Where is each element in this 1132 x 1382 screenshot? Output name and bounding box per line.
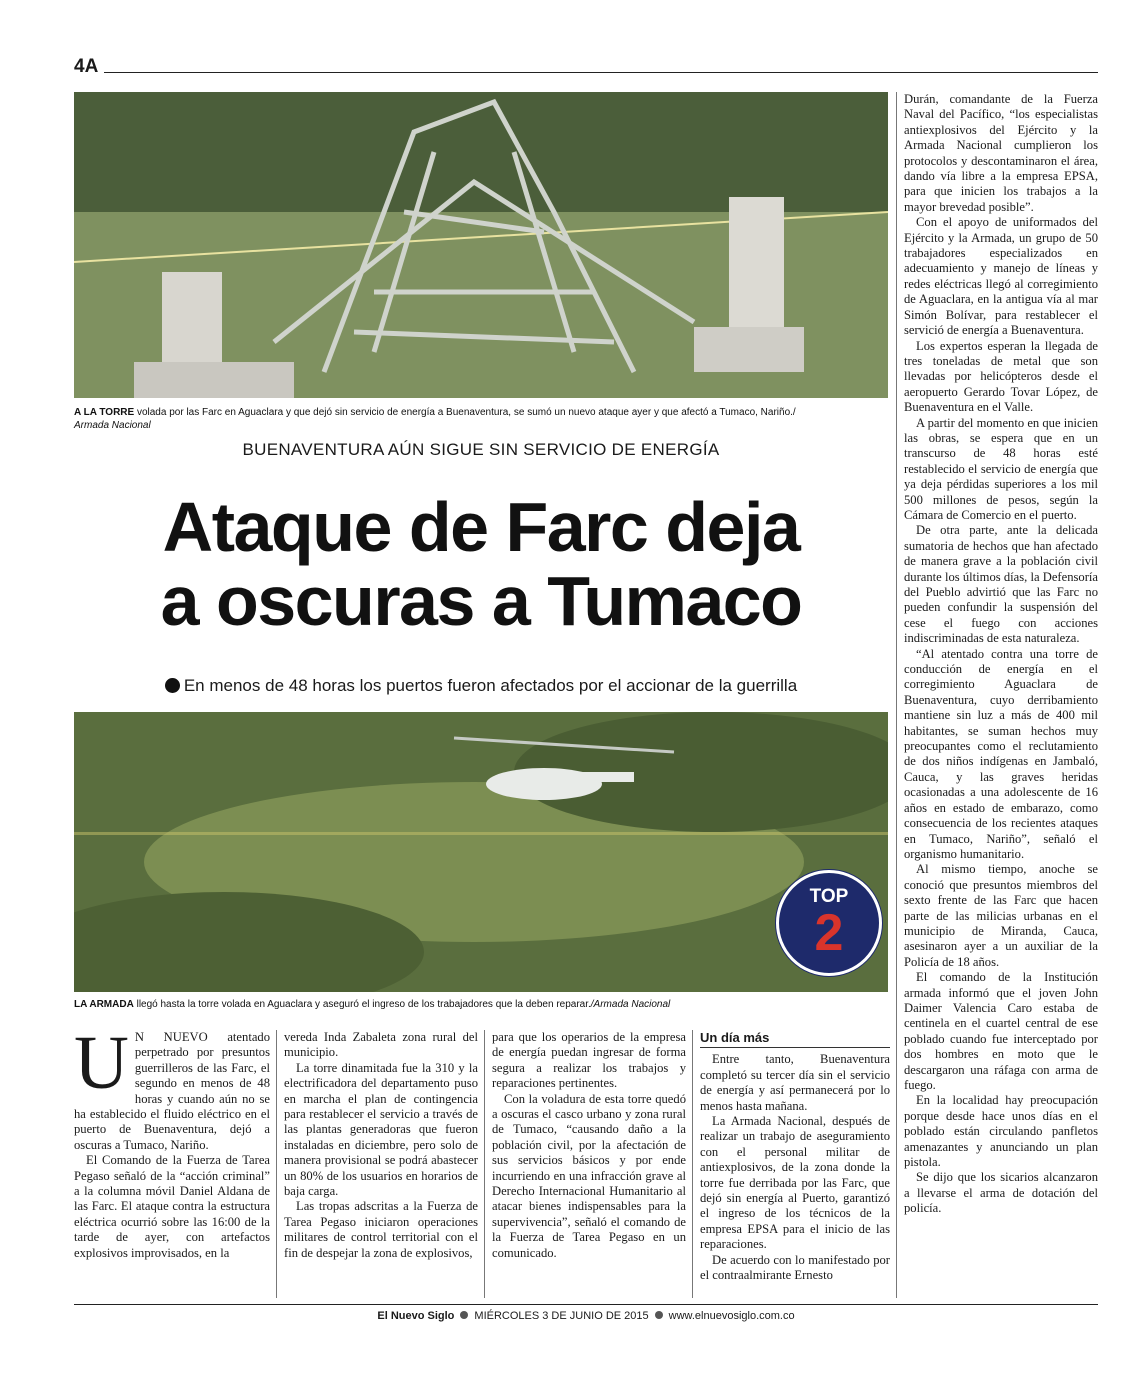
paragraph: La Armada Nacional, después de realizar un trabajo de aseguramiento con el personal militar de antiexplosivos, de la zona donde la torre fue derribada por las Farc, que dejó sin energía al Puerto, garantizó el ingreso de los técnicos de la empresa EPSA para el inicio de las reparaciones.: [700, 1114, 890, 1252]
top-badge: [776, 870, 882, 976]
newspaper-name: El Nuevo Siglo: [377, 1310, 455, 1322]
paragraph: Con el apoyo de uniformados del Ejército y la Armada, un grupo de 50 trabajadores especializados en adecuamiento y manejo de líneas y redes eléctricas llegó al corregimiento de Aguaclara, en la antigua vía al mar Simón Bolívar, para restablecer el servició de energía a Buenaventura.: [904, 215, 1098, 338]
column-divider: [484, 1030, 485, 1298]
header-rule: [104, 72, 1098, 73]
paragraph: Los expertos esperan la llegada de tres toneladas de metal que son llevadas por helicópteros desde el aeropuerto Gerardo Tovar López, de Buenaventura en el Valle.: [904, 338, 1098, 415]
caption-text: llegó hasta la torre volada en Aguaclara y aseguró el ingreso de los trabajadores que la deben reparar.: [133, 999, 591, 1010]
paragraph: A partir del momento en que inicien las obras, se espera que en un transcurso de 48 horas esté restablecido el servicio de energía que ya deja pérdidas superiores a los mil 500 millones de pesos, según la Cámara de Comercio en el puerto.: [904, 415, 1098, 522]
helicopter-illustration: [74, 712, 888, 992]
paragraph: para que los operarios de la empresa de energía puedan ingresar de forma segura a realizar los trabajos y reparaciones pertinentes.: [492, 1030, 686, 1091]
paragraph: Entre tanto, Buenaventura completó su tercer día sin el servicio de energía y así permanecerá por lo menos hasta mañana.: [700, 1052, 890, 1113]
subhead-text: En menos de 48 horas los puertos fueron afectados por el accionar de la guerrilla: [183, 676, 798, 695]
paragraph: Se dijo que los sicarios alcanzaron a llevarse el arma de dotación del policía.: [904, 1170, 1098, 1216]
subhead: [74, 676, 888, 696]
section-title: Un día más: [700, 1030, 890, 1048]
photo1-caption: [74, 406, 904, 432]
article-column-3: [492, 1030, 686, 1300]
footer: [74, 1310, 1098, 1322]
article-column-1: [74, 1030, 270, 1300]
caption-text: volada por las Farc en Aguaclara y que dejó sin servicio de energía a Buenaventura, se sumó un nuevo ataque ayer y que afectó a Tumaco, Nariño./: [134, 407, 796, 418]
page-number: 4A: [74, 56, 99, 77]
paragraph: Al mismo tiempo, anoche se conoció que presuntos miembros del sexto frente de las Farc que hacen parte de las milicias urbanas en el municipio de Miranda, Cauca, asesinaron ayer a un auxiliar de la Policía de 18 años.: [904, 862, 1098, 969]
article-column-5: [904, 92, 1098, 1300]
photo-credit: Armada Nacional: [74, 420, 151, 431]
tower-illustration: [74, 92, 888, 398]
helicopter-photo: [74, 712, 888, 992]
paragraph: N NUEVO atentado perpetrado por presuntos guerrilleros de las Farc, el segundo en menos de 48 horas y cuando aún no se ha establecido el fluido eléctrico en el puerto de Buenaventura, dejó a oscuras a Tumaco, Nariño.: [74, 1030, 270, 1152]
paragraph: De acuerdo con lo manifestado por el contraalmirante Ernesto: [700, 1252, 890, 1283]
separator-icon: [460, 1311, 468, 1319]
paragraph: Durán, comandante de la Fuerza Naval del Pacífico, “los especialistas antiexplosivos del Ejército y la Armada Nacional cumplieron los protocolos y descontaminaron el área, dando vía libre a la empresa EPSA, para que inicien los trabajos a la mayor brevedad posible”.: [904, 92, 1098, 214]
bullet-icon: [165, 678, 180, 693]
badge-label: TOP: [809, 886, 849, 907]
article-column-2: [284, 1030, 478, 1300]
paragraph: El Comando de la Fuerza de Tarea Pegaso señaló de la “acción criminal” a la columna móvil Daniel Aldana de las Farc. El ataque contra la estructura eléctrica ocurrió sobre las 16:00 de la tarde de ayer, con artefactos explosivos improvisados, en la: [74, 1153, 270, 1260]
headline: [74, 490, 888, 638]
publication-date: MIÉRCOLES 3 DE JUNIO DE 2015: [474, 1310, 649, 1322]
column-divider: [692, 1030, 693, 1298]
website-url: www.elnuevosiglo.com.co: [668, 1310, 795, 1322]
paragraph: El comando de la Institución armada informó que el joven John Daimer Valencia Caro estaba de centinela en el cuartel central de ese poblado cuando fue interceptado por dos hombres en moto que le descargaron una ráfaga con arma de fuego.: [904, 970, 1098, 1092]
headline-line-1: Ataque de Farc deja: [162, 488, 800, 566]
column-divider: [276, 1030, 277, 1298]
caption-lead: A LA TORRE: [74, 407, 135, 418]
paragraph: “Al atentado contra una torre de conducción de energía en el corregimiento Aguaclara de Buenaventura, cuyo derribamiento mantiene sin luz a más de 400 mil habitantes, se suman hechos muy preocupantes como el reclutamiento de dos niños indígenas en Jambaló, Cauca, y las graves heridas ocasionadas a una adolescente de 16 años en estado de embarazo, como consecuencia de los recientes ataques en Tumaco, Nariño”, señaló el organismo humanitario.: [904, 646, 1098, 861]
paragraph: Las tropas adscritas a la Fuerza de Tarea Pegaso iniciaron operaciones militares de control territorial con el fin de despejar la zona de explosivos,: [284, 1199, 478, 1260]
photo2-caption: [74, 998, 888, 1011]
tower-photo: [74, 92, 888, 398]
caption-lead: LA ARMADA: [74, 999, 134, 1010]
headline-line-2: a oscuras a Tumaco: [160, 562, 802, 640]
column-divider: [896, 92, 897, 1298]
badge-number: 2: [814, 904, 844, 962]
paragraph: La torre dinamitada fue la 310 y la electrificadora del departamento puso en marcha el plan de contingencia para restablecer el servicio a través de las plantas generadoras que fueron instaladas en diciembre, pero solo de manera provisional se podrá abastecer un 80% de los usuarios en horarios de baja carga.: [284, 1060, 478, 1199]
article-column-4: [700, 1030, 890, 1300]
photo-credit: /Armada Nacional: [590, 999, 671, 1010]
kicker: BUENAVENTURA AÚN SIGUE SIN SERVICIO DE ENERGÍA: [242, 440, 720, 459]
dropcap: U: [74, 1030, 129, 1105]
separator-icon: [655, 1311, 663, 1319]
paragraph: Con la voladura de esta torre quedó a oscuras el casco urbano y zona rural de Tumaco, “causando daño a la población civil, por la afectación de sus servicios básicos y por ende incurriendo en una infracción grave al Derecho Internacional Humanitario al atacar bienes indispensables para la supervivencia”, señaló el comando de la Fuerza de Tarea Pegaso en un comunicado.: [492, 1091, 686, 1260]
paragraph: vereda Inda Zabaleta zona rural del municipio.: [284, 1030, 478, 1060]
footer-rule: [74, 1304, 1098, 1305]
paragraph: En la localidad hay preocupación porque desde hace unos días en el poblado están circulando panfletos amenazantes y anunciando un plan pistola.: [904, 1093, 1098, 1170]
paragraph: De otra parte, ante la delicada sumatoria de hechos que han afectado de manera grave a la población civil durante los últimos días, la Defensoría del Pueblo advirtió que las Farc no pueden confundir la suspensión del cese el fuego con acciones indiscriminadas de esta naturaleza.: [904, 523, 1098, 646]
